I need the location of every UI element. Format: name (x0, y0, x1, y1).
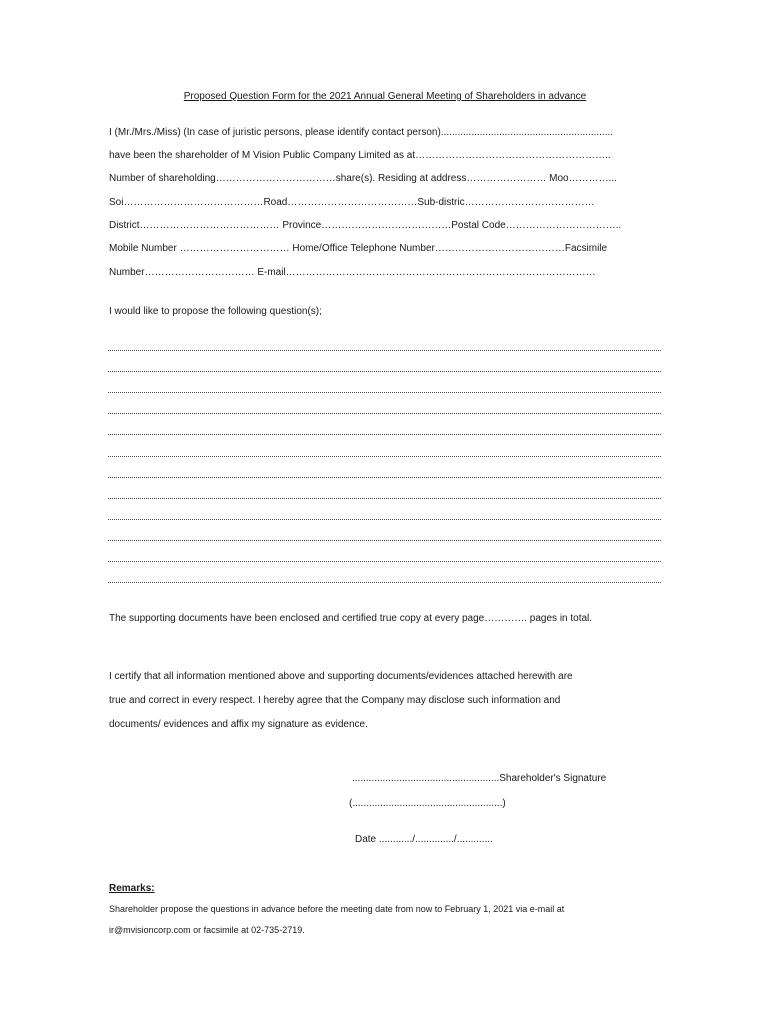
form-title: Proposed Question Form for the 2021 Annual General Meeting of Shareholders in advance (183, 91, 587, 102)
remarks-line-1: Shareholder propose the questions in advance before the meeting date from now to February 1, 2021 via e-mail at (109, 904, 565, 914)
question-line (108, 456, 661, 457)
question-line (108, 350, 661, 351)
question-line (108, 519, 661, 520)
question-line (108, 540, 661, 541)
shareholding-address-field: Number of shareholding………………………………share(s). Residing at address…………………… Moo…………... (109, 173, 617, 184)
shareholder-as-at-field: have been the shareholder of M Vision Public Company Limited as at………………………………………………….. (109, 150, 611, 161)
email-field: Number…………………………… E-mail………………………………………………………………………………… (109, 267, 596, 278)
question-line (108, 582, 661, 583)
question-line (108, 477, 661, 478)
remarks-heading: Remarks: (109, 883, 155, 894)
propose-question-label: I would like to propose the following question(s); (109, 306, 322, 317)
question-line (108, 561, 661, 562)
district-province-field: District…………………………………… Province…………………………………Postal Code…………………………….. (109, 220, 622, 231)
question-line (108, 392, 661, 393)
question-line (108, 413, 661, 414)
question-line (108, 434, 661, 435)
question-line (108, 498, 661, 499)
phone-field: Mobile Number …………………………… Home/Office Telephone Number…………………………………Facsimile (109, 243, 608, 254)
certify-line-1: I certify that all information mentioned above and supporting documents/evidences attached herewith are (109, 671, 573, 682)
question-line (108, 371, 661, 372)
remarks-line-2: ir@mvisioncorp.com or facsimile at 02-735-2719. (109, 925, 305, 935)
soi-road-field: Soi……………………………………Road…………………………………Sub-distric………………………………… (109, 197, 595, 208)
signature-name: (......................................................) (349, 798, 506, 809)
certify-line-2: true and correct in every respect. I hereby agree that the Company may disclose such information and (109, 695, 561, 706)
certify-line-3: documents/ evidences and affix my signature as evidence. (109, 719, 368, 730)
contact-person-field: I (Mr./Mrs./Miss) (In case of juristic persons, please identify contact person).............................................................. (109, 127, 614, 138)
signature-line: .....................................................Shareholder's Signature (352, 773, 607, 784)
signature-date: Date ............/............../............. (355, 834, 493, 845)
supporting-documents-text: The supporting documents have been enclosed and certified true copy at every page…………. pages in total. (109, 613, 593, 624)
